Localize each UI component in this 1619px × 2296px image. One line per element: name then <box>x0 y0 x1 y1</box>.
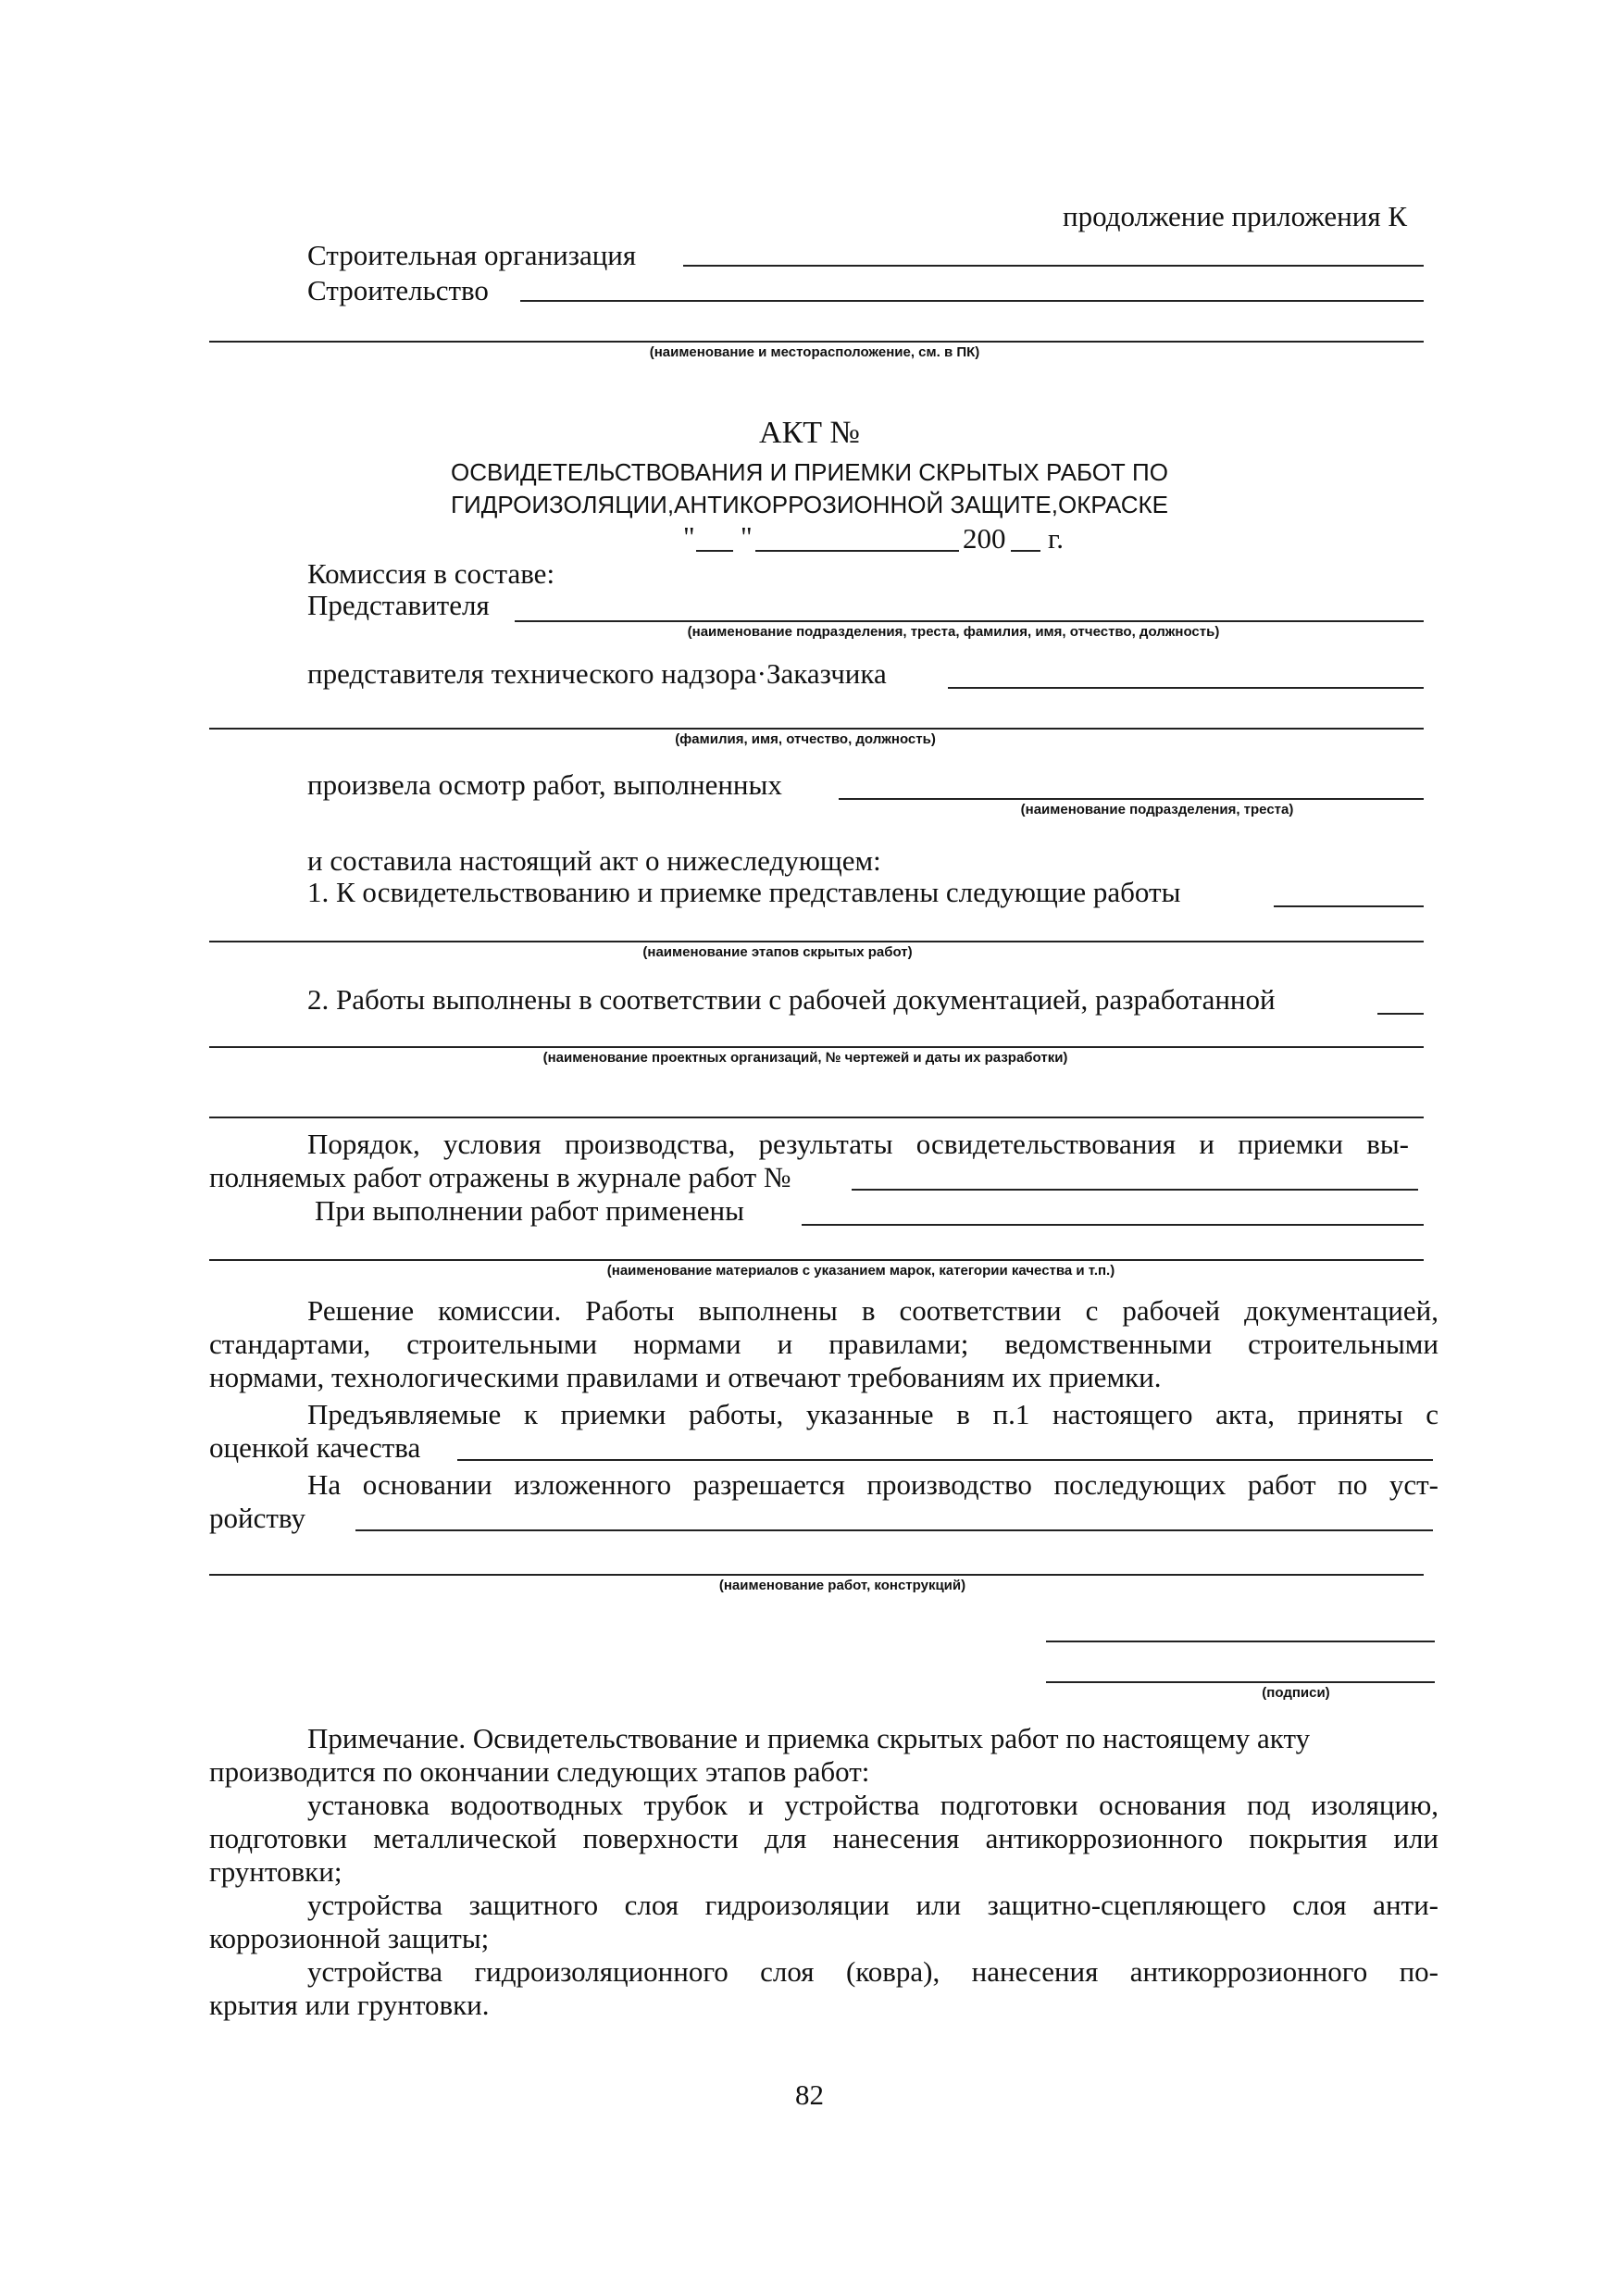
decision-line1: Решение комиссии. Работы выполнены в соответствии с рабочей документацией, <box>307 1294 1438 1327</box>
allowed-line2: ройству <box>209 1502 305 1534</box>
note-line4: подготовки металлической поверхности для нанесения антикоррозионного покрытия или <box>209 1822 1438 1854</box>
applied-field[interactable] <box>802 1224 1424 1226</box>
commission-label: Комиссия в составе: <box>307 557 555 590</box>
supervision-field-line2[interactable] <box>209 728 1424 730</box>
date-month-field[interactable] <box>755 550 959 552</box>
org-label: Строительная организация <box>307 239 637 271</box>
item2-caption: (наименование проектных организаций, № чертежей и даты их разработки) <box>542 1050 1068 1066</box>
item1-caption: (наименование этапов скрытых работ) <box>642 944 913 960</box>
note-line5: грунтовки; <box>209 1855 342 1888</box>
construction-label: Строительство <box>307 274 489 306</box>
representatives-label: Представителя <box>307 589 490 621</box>
note-line6: устройства защитного слоя гидроизоляции или защитно-сцепляющего слоя анти- <box>307 1889 1438 1921</box>
note-line7: коррозионной защиты; <box>209 1922 490 1954</box>
inspected-field[interactable] <box>839 798 1424 800</box>
item2-field-line3[interactable] <box>209 1117 1424 1118</box>
date-year-suffix: г. <box>1048 522 1064 555</box>
note-line2: производится по окончании следующих этапов работ: <box>209 1755 870 1788</box>
org-field[interactable] <box>683 265 1424 267</box>
allowed-line1: На основании изложенного разрешается производство последующих работ по уст- <box>307 1468 1438 1501</box>
representatives-caption: (наименование подразделения, треста, фамилия, имя, отчество, должность) <box>687 624 1220 640</box>
item2-field[interactable] <box>1377 1013 1424 1015</box>
note-line8: устройства гидроизоляционного слоя (ковра), нанесения антикоррозионного по- <box>307 1955 1438 1988</box>
journal-number-field[interactable] <box>852 1189 1418 1191</box>
page-number: 82 <box>795 2078 824 2111</box>
date-quote-close: " <box>741 520 753 553</box>
applied-caption: (наименование материалов с указанием марок, категории качества и т.п.) <box>606 1263 1115 1279</box>
inspected-caption: (наименование подразделения, треста) <box>1020 802 1294 817</box>
date-quote-open: " <box>683 520 695 553</box>
construction-caption: (наименование и месторасположение, см. в ПК) <box>649 344 980 360</box>
act-heading-line1: ОСВИДЕТЕЛЬСТВОВАНИЯ И ПРИЕМКИ СКРЫТЫХ РАБОТ ПО <box>451 458 1168 486</box>
item1-label: 1. К освидетельствованию и приемке представлены следующие работы <box>307 876 1181 908</box>
accepted-line1: Предъявляемые к приемки работы, указанные в п.1 настоящего акта, приняты с <box>307 1398 1438 1430</box>
item1-field-line2[interactable] <box>209 941 1424 942</box>
order-line1: Порядок, условия производства, результаты освидетельствования и приемки вы- <box>307 1128 1409 1160</box>
item1-field[interactable] <box>1274 905 1424 907</box>
date-year-field[interactable] <box>1011 550 1040 552</box>
date-day-field[interactable] <box>696 550 733 552</box>
signatures-caption: (подписи) <box>1262 1685 1330 1701</box>
continuation-label: продолжение приложения К <box>1063 200 1407 232</box>
supervision-label: представителя технического надзора·Заказчика <box>307 657 887 690</box>
note-line9: крытия или грунтовки. <box>209 1989 490 2021</box>
decision-line2: стандартами, строительными нормами и правилами; ведомственными строительными <box>209 1328 1438 1360</box>
allowed-field[interactable] <box>355 1529 1433 1531</box>
applied-label: При выполнении работ применены <box>315 1194 744 1227</box>
act-title: АКТ № <box>759 416 860 450</box>
item2-label: 2. Работы выполнены в соответствии с рабочей документацией, разработанной <box>307 983 1276 1016</box>
supervision-caption: (фамилия, имя, отчество, должность) <box>675 731 936 747</box>
inspected-label: произвела осмотр работ, выполненных <box>307 768 782 801</box>
signature-line1[interactable] <box>1046 1641 1435 1642</box>
note-line3: установка водоотводных трубок и устройства подготовки основания под изоляцию, <box>307 1789 1438 1821</box>
order-line2: полняемых работ отражены в журнале работ № <box>209 1161 791 1193</box>
accepted-line2: оценкой качества <box>209 1431 421 1464</box>
compiled-label: и составила настоящий акт о нижеследующем: <box>307 844 881 877</box>
representatives-field[interactable] <box>515 620 1424 622</box>
allowed-field-line2[interactable] <box>209 1574 1424 1576</box>
date-year-prefix: 200 <box>963 522 1006 555</box>
supervision-field[interactable] <box>948 687 1424 689</box>
quality-field[interactable] <box>457 1459 1433 1461</box>
signature-line2[interactable] <box>1046 1681 1435 1683</box>
allowed-caption: (наименование работ, конструкций) <box>718 1578 966 1593</box>
construction-field[interactable] <box>520 300 1424 302</box>
note-line1: Примечание. Освидетельствование и приемка скрытых работ по настоящему акту <box>307 1722 1311 1754</box>
act-heading-line2: ГИДРОИЗОЛЯЦИИ,АНТИКОРРОЗИОННОЙ ЗАЩИТЕ,ОКРАСКЕ <box>450 491 1169 518</box>
applied-field-line2[interactable] <box>209 1259 1424 1261</box>
item2-field-line2[interactable] <box>209 1046 1424 1048</box>
decision-line3: нормами, технологическими правилами и отвечают требованиям их приемки. <box>209 1361 1162 1393</box>
construction-field-line2[interactable] <box>209 341 1424 343</box>
